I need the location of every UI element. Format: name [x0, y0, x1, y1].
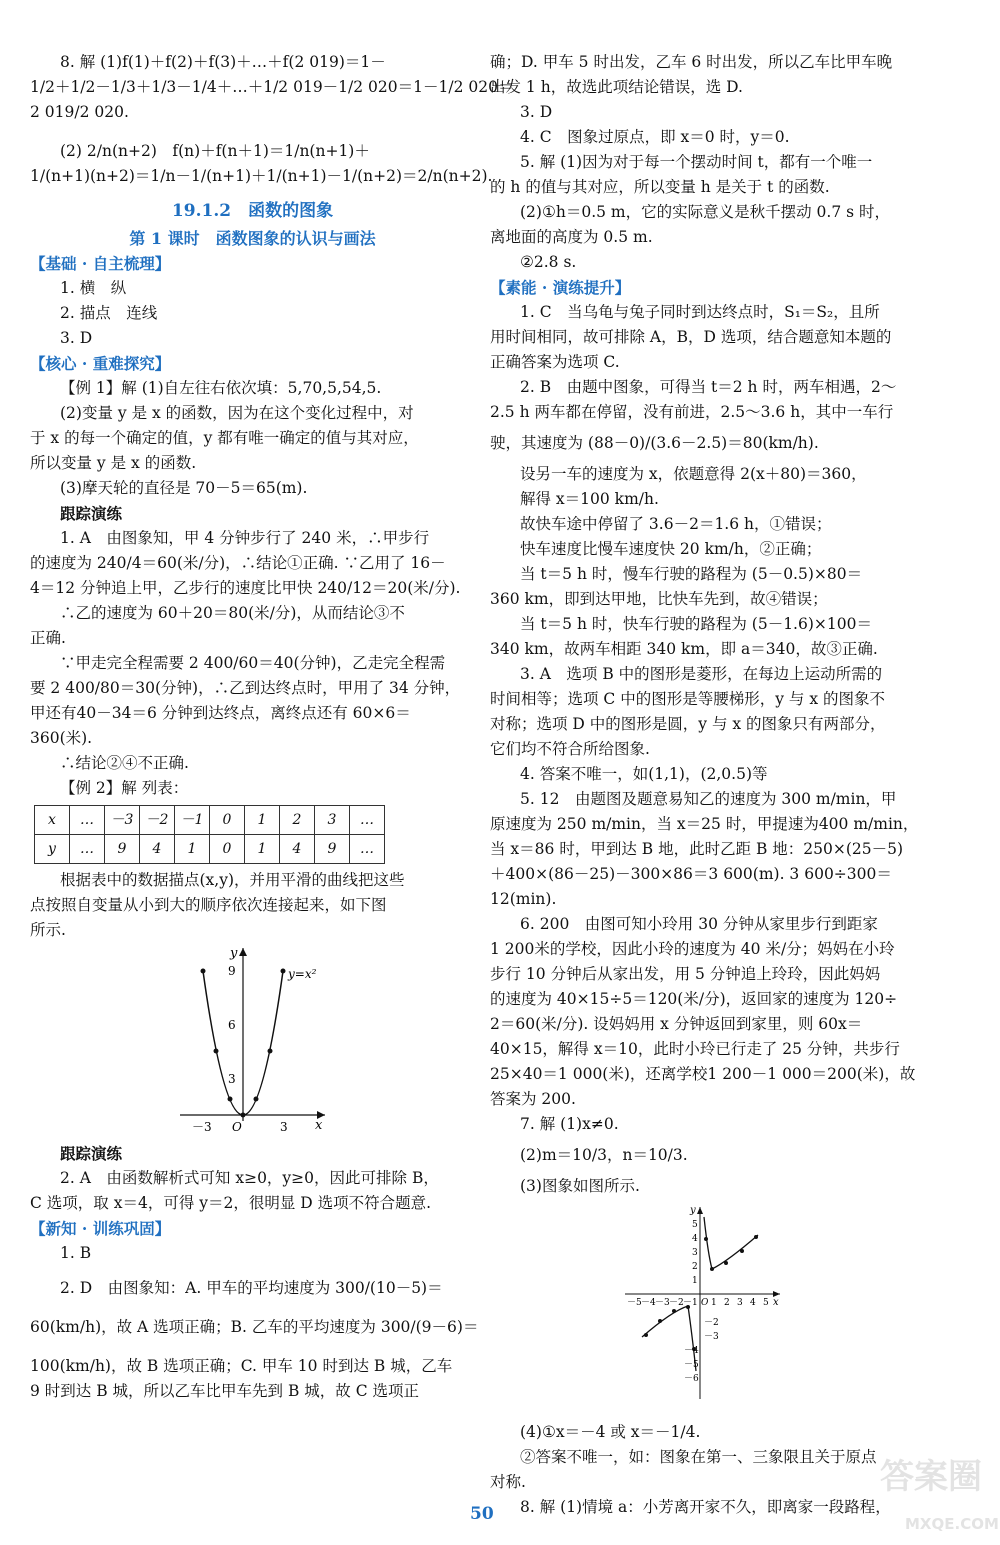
q5-line: 的 h 的值与其对应，所以变量 h 是关于 t 的函数.: [490, 178, 830, 196]
x-axis-label: x: [315, 1118, 323, 1133]
ex1-line: 于 x 的每一个确定的值，y 都有唯一确定的值与其对应，: [30, 429, 419, 447]
t1-line: ∴结论②④不正确.: [60, 754, 189, 772]
q4-line: 4. C 图象过原点，即 x＝0 时，y＝0.: [520, 128, 790, 146]
q8-line1: 8. 解 (1)f(1)＋f(2)＋f(3)＋…＋f(2 019)＝1－: [60, 53, 386, 71]
x-tick: －5: [627, 1298, 642, 1308]
data-point: [214, 1049, 219, 1054]
s7-line: (2)m＝10/3，n＝10/3.: [520, 1146, 688, 1164]
s2-line: 2.5 h 两车都在停留，没有前进，2.5～3.6 h，其中一车行: [490, 403, 894, 421]
q8-line2: 1/2＋1/2－1/3＋1/3－1/4＋…＋1/2 019－1/2 020＝1－1/2 020＝: [30, 78, 514, 96]
branch-q1: [704, 1217, 758, 1269]
y-tick: －4: [684, 1346, 699, 1356]
s5-line: ＋400×(86－25)－300×86＝3 600(m). 3 600÷300＝: [490, 865, 892, 883]
t1-line: 的速度为 240/4＝60(米/分)，∴结论①正确. ∵乙用了 16－: [30, 554, 446, 572]
y-tick: －3: [704, 1332, 719, 1342]
table-cell: －1: [175, 806, 210, 835]
data-point: [254, 1097, 259, 1102]
data-point: [644, 1333, 648, 1337]
t1-line: 正确.: [30, 629, 66, 647]
t1-line: 要 2 400/80＝30(分钟)，∴乙到达终点时，甲用了 34 分钟，: [30, 679, 461, 697]
y-axis-label: y: [230, 946, 238, 961]
after-table-line: 根据表中的数据描点(x,y)，并用平滑的曲线把这些: [60, 871, 405, 889]
header-jichu: 【基础 · 自主梳理】: [30, 254, 171, 273]
s3-line: 时间相等；选项 C 中的图形是等腰梯形，y 与 x 的图象不: [490, 690, 885, 708]
s1-line: 用时间相同，故可排除 A，B，D 选项，结合题意知本题的: [490, 328, 892, 346]
xz2-line: 100(km/h)，故 B 选项正确；C. 甲车 10 时到达 B 城，乙车: [30, 1357, 453, 1375]
xz2-line: 60(km/h)，故 A 选项正确；B. 乙车的平均速度为 300/(9－6)＝: [30, 1318, 479, 1336]
y-tick: 2: [692, 1262, 698, 1272]
table-cell: 1: [245, 835, 280, 864]
ex1-line: 所以变量 y 是 x 的函数.: [30, 454, 197, 472]
t1-line: 4＝12 分钟追上甲，乙步行的速度比甲快 240/12＝20(米/分).: [30, 579, 461, 597]
y-tick: 5: [692, 1220, 698, 1230]
s2-line: 快车速度比慢车速度快 20 km/h，②正确；: [520, 540, 822, 558]
t1-line: 1. A 由图象知，甲 4 分钟步行了 240 米，∴甲步行: [60, 529, 430, 547]
table-cell: －3: [105, 806, 140, 835]
table-cell: 9: [315, 835, 350, 864]
y-tick: 4: [692, 1234, 698, 1244]
s7-line: 7. 解 (1)x≠0.: [520, 1115, 619, 1133]
x-tick: 1: [711, 1298, 717, 1308]
q8-line4: (2) 2/n(n+2) f(n)＋f(n＋1)＝1/n(n+1)＋: [60, 142, 370, 160]
y-axis-label: y: [690, 1205, 696, 1216]
x-tick: 3: [737, 1298, 743, 1308]
table-cell: －2: [140, 806, 175, 835]
ex1-line: (3)摩天轮的直径是 70－5＝65(m).: [60, 479, 308, 497]
gzyl-heading-2: 跟踪演练: [60, 1144, 123, 1163]
xz2-line: 2. D 由图象知：A. 甲车的平均速度为 300/(10－5)＝: [60, 1279, 443, 1297]
cont-line: 出发 1 h，故选此项结论错误，选 D.: [490, 78, 743, 96]
xz1-line: 1. B: [60, 1244, 92, 1262]
x-tick: 3: [280, 1120, 288, 1134]
q5-line: 离地面的高度为 0.5 m.: [490, 228, 653, 246]
s2-line: 解得 x＝100 km/h.: [520, 490, 659, 508]
s5-line: 5. 12 由题图及题意易知乙的速度为 300 m/min，甲: [520, 790, 897, 808]
table-cell: 2: [280, 806, 315, 835]
cont-line: 确；D. 甲车 5 时出发，乙车 6 时出发，所以乙车比甲车晚: [490, 53, 893, 71]
table-cell: 1: [175, 835, 210, 864]
t1-line: 甲还有40－34＝6 分钟到达终点，离终点还有 60×6＝: [30, 704, 411, 722]
y-tick: 9: [228, 964, 236, 978]
data-point: [724, 1261, 728, 1265]
y-tick: －2: [704, 1318, 719, 1328]
q5-line: ②2.8 s.: [520, 253, 577, 271]
s3-line: 3. A 选项 B 中的图形是菱形，在每边上运动所需的: [520, 665, 883, 683]
hyperbola-graph: [490, 1199, 935, 1404]
y-tick: －5: [684, 1360, 699, 1370]
x-tick: 2: [724, 1298, 730, 1308]
data-point: [740, 1249, 744, 1253]
s6-line: 的速度为 40×15÷5＝120(米/分)，返回家的速度为 120÷: [490, 990, 898, 1008]
data-point: [704, 1237, 708, 1241]
s5-line: 当 x＝86 时，甲到达 B 地，此时乙距 B 地：250×(25－5): [490, 840, 904, 858]
s2-line: 当 t＝5 h 时，快车行驶的路程为 (5－1.6)×100＝: [520, 615, 872, 633]
gzyl-heading: 跟踪演练: [60, 504, 123, 523]
data-point: [672, 1309, 676, 1313]
y-axis-arrow: [239, 948, 247, 956]
table-row-x: [35, 806, 385, 835]
s5-line: 原速度为 250 m/min，当 x＝25 时，甲提速为400 m/min，: [490, 815, 919, 833]
header-suneng: 【素能 · 演练提升】: [490, 278, 631, 297]
jichu-item: 3. D: [60, 329, 93, 347]
table-row-y: [35, 835, 385, 864]
x-tick: －1: [683, 1298, 698, 1308]
data-point: [658, 1319, 662, 1323]
table-cell: 3: [315, 806, 350, 835]
data-point: [228, 1097, 233, 1102]
s2-line: 设另一车的速度为 x，依题意得 2(x＋80)＝360，: [520, 465, 867, 483]
s6-line: 1 200米的学校，因此小玲的速度为 40 米/分；妈妈在小玲: [490, 940, 895, 958]
table-cell: 0: [210, 835, 245, 864]
after-table-line: 所示.: [30, 921, 66, 939]
data-point: [710, 1267, 714, 1271]
data-point: [754, 1235, 758, 1239]
t1-line: ∴乙的速度为 60＋20＝80(米/分)，从而结论③不: [60, 604, 405, 622]
table-cell: 4: [140, 835, 175, 864]
value-table: [34, 805, 385, 864]
lesson-title: 第 1 课时 函数图象的认识与画法: [129, 229, 376, 248]
s7b-line: (4)①x＝－4 或 x＝－1/4.: [520, 1423, 701, 1441]
x-tick: 4: [750, 1298, 756, 1308]
table-cell: 0: [210, 806, 245, 835]
s1-line: 1. C 当乌龟与兔子同时到达终点时，S₁＝S₂，且所: [520, 303, 880, 321]
y-tick: 1: [692, 1276, 698, 1286]
s6-line: 步行 10 分钟后从家出发，用 5 分钟追上玲玲，因此妈妈: [490, 965, 881, 983]
x-tick: 5: [763, 1298, 769, 1308]
s6-line: 答案为 200.: [490, 1090, 576, 1108]
s5-line: 12(min).: [490, 890, 557, 908]
q5-line: (2)①h＝0.5 m，它的实际意义是秋千摆动 0.7 s 时，: [520, 203, 890, 221]
table-cell: x: [35, 806, 70, 835]
t1-line: 360(米).: [30, 729, 93, 747]
q8-line3: 2 019/2 020.: [30, 103, 129, 121]
y-tick: 3: [692, 1248, 698, 1258]
s2-line: 驶，其速度为 (88－0)/(3.6－2.5)＝80(km/h).: [490, 434, 819, 452]
s3-line: 对称；选项 D 中的图形是圆，y 与 x 的图象只有两部分，: [490, 715, 886, 733]
table-cell: …: [70, 835, 105, 864]
x-tick: －3: [655, 1298, 670, 1308]
data-point: [201, 969, 206, 974]
section-title: 19.1.2 函数的图象: [171, 201, 334, 221]
watermark-logo: 答案圈: [880, 1457, 982, 1497]
x-axis-label: x: [773, 1297, 779, 1308]
origin-label: O: [701, 1298, 709, 1308]
table-cell: y: [35, 835, 70, 864]
header-hexin: 【核心 · 重难探究】: [30, 354, 171, 373]
q8-line5: 1/(n+1)(n+2)＝1/n－1/(n+1)＋1/(n+1)－1/(n+2)＝2/n(n+2).: [30, 167, 493, 185]
s6-line: 2＝60(米/分). 设妈妈用 x 分钟返回到家里，则 60x＝: [490, 1015, 863, 1033]
q5-line: 5. 解 (1)因为对于每一个摆动时间 t，都有一个唯一: [520, 153, 873, 171]
s2-line: 2. B 由题中图象，可得当 t＝2 h 时，两车相遇，2～: [520, 378, 897, 396]
table-cell: 1: [245, 806, 280, 835]
s6-line: 25×40＝1 000(米)，还离学校1 200－1 000＝200(米)，故: [490, 1065, 916, 1083]
x-tick: －4: [641, 1298, 656, 1308]
table-cell: …: [350, 806, 385, 835]
x-tick: －3: [192, 1120, 212, 1134]
jichu-item: 2. 描点 连线: [60, 304, 158, 322]
s1-line: 正确答案为选项 C.: [490, 353, 620, 371]
data-point: [241, 1113, 246, 1118]
s2-line: 故快车途中停留了 3.6－2＝1.6 h，①错误；: [520, 515, 832, 533]
t2-line: 2. A 由函数解析式可知 x≥0，y≥0，因此可排除 B，: [60, 1169, 439, 1187]
s2-line: 当 t＝5 h 时，慢车行驶的路程为 (5－0.5)×80＝: [520, 565, 863, 583]
s2-line: 360 km，即到达甲地，比快车先到，故④错误；: [490, 590, 828, 608]
table-cell: …: [350, 835, 385, 864]
ex2-line: 【例 2】解 列表：: [60, 779, 189, 797]
watermark-url: MXQE.COM: [905, 1515, 999, 1533]
y-tick: －6: [684, 1374, 699, 1384]
table-cell: …: [70, 806, 105, 835]
curve-label: y=x²: [288, 967, 317, 981]
y-axis-arrow: [697, 1207, 703, 1214]
origin-label: O: [232, 1120, 242, 1134]
left-column: [30, 50, 514, 1404]
right-column: [490, 50, 935, 1520]
s6-line: 6. 200 由图可知小玲用 30 分钟从家里步行到距家: [520, 915, 878, 933]
parabola-graph: [30, 943, 475, 1134]
jichu-item: 1. 横 纵: [60, 279, 127, 297]
s3-line: 它们均不符合所给图象.: [490, 740, 650, 758]
y-tick: 3: [228, 1072, 236, 1086]
page-number: 50: [470, 1504, 494, 1524]
table-cell: 9: [105, 835, 140, 864]
x-tick: －2: [669, 1298, 684, 1308]
ex1-line: 【例 1】解 (1)自左往右依次填：5,70,5,54,5.: [60, 379, 382, 397]
s6-line: 40×15，解得 x＝10，此时小玲已行走了 25 分钟，共步行: [490, 1040, 900, 1058]
s7b-line: 对称.: [490, 1473, 526, 1491]
header-xinzhi: 【新知 · 训练巩固】: [30, 1219, 171, 1238]
xz2-line: 9 时到达 B 城，所以乙车比甲车先到 B 城，故 C 选项正: [30, 1382, 419, 1400]
ex1-line: (2)变量 y 是 x 的函数，因为在这个变化过程中，对: [60, 404, 414, 422]
t2-line: C 选项，取 x＝4，可得 y＝2，很明显 D 选项不符合题意.: [30, 1194, 432, 1212]
y-tick: 6: [228, 1018, 236, 1032]
data-point: [268, 1049, 273, 1054]
s4-line: 4. 答案不唯一，如(1,1)，(2,0.5)等: [520, 765, 768, 783]
s7b-line: ②答案不唯一，如：图象在第一、三象限且关于原点: [520, 1448, 877, 1466]
q3-line: 3. D: [520, 103, 553, 121]
table-cell: 4: [280, 835, 315, 864]
s2-line: 340 km，故两车相距 340 km，即 a＝340，故③正确.: [490, 640, 878, 658]
t1-line: ∵甲走完全程需要 2 400/60＝40(分钟)，乙走完全程需: [60, 654, 446, 672]
data-point: [281, 969, 286, 974]
s8-line: 8. 解 (1)情境 a：小芳离开家不久，即离家一段路程，: [520, 1498, 891, 1516]
after-table-line: 点按照自变量从小到大的顺序依次连接起来，如下图: [30, 896, 387, 914]
s7-line: (3)图象如图所示.: [520, 1177, 640, 1195]
